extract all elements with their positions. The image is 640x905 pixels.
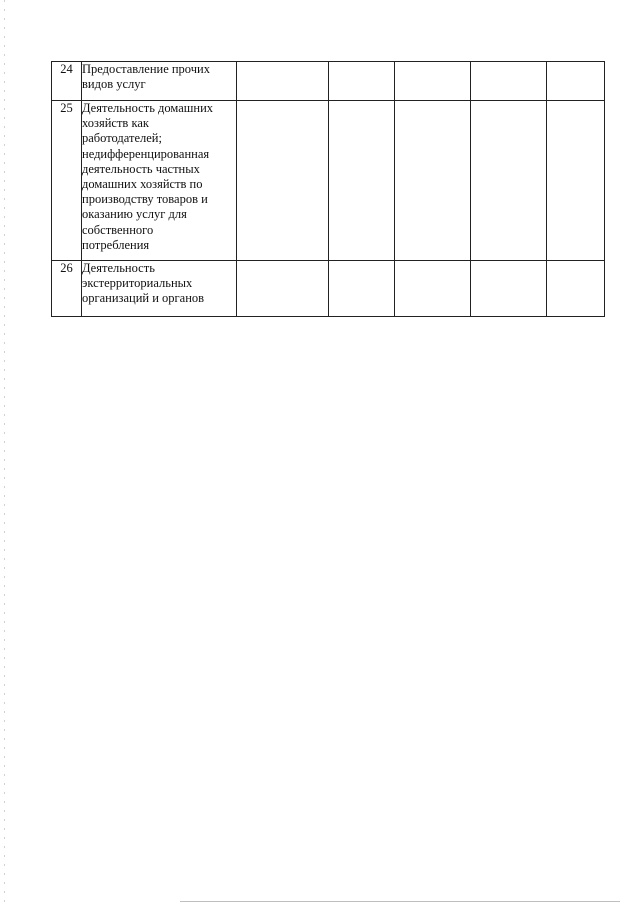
value-cell: [237, 62, 329, 101]
value-cell: [395, 62, 471, 101]
table-row: [52, 261, 605, 317]
value-cell: [329, 62, 395, 101]
value-cell: [547, 62, 605, 101]
value-cell: [547, 261, 605, 317]
value-cell: [471, 261, 547, 317]
table-row: [52, 62, 605, 101]
value-cell: [237, 101, 329, 261]
value-cell: [237, 261, 329, 317]
row-number: 26: [52, 261, 82, 317]
activity-name: Деятельность экстерриториальных организаций и органов: [82, 261, 205, 306]
value-cell: [471, 62, 547, 101]
activity-name: Деятельность домашних хозяйств как работодателей; недифференцированная деятельность частных домашних хозяйств по производству товаров и оказанию услуг для собственного потребления: [82, 101, 214, 252]
value-cell: [329, 261, 395, 317]
table-row: [52, 101, 605, 261]
value-cell: [329, 101, 395, 261]
activity-table: [51, 61, 605, 317]
activity-name-cell: [82, 62, 237, 101]
value-cell: [547, 101, 605, 261]
scan-bottom-artifact: [180, 901, 620, 902]
value-cell: [395, 261, 471, 317]
activity-name: Предоставление прочих видов услуг: [82, 62, 210, 92]
value-cell: [471, 101, 547, 261]
activity-name-cell: [82, 101, 237, 261]
activity-name-cell: [82, 261, 237, 317]
scan-edge-artifact: [4, 0, 5, 905]
value-cell: [395, 101, 471, 261]
row-number: 24: [52, 62, 82, 101]
row-number: 25: [52, 101, 82, 261]
